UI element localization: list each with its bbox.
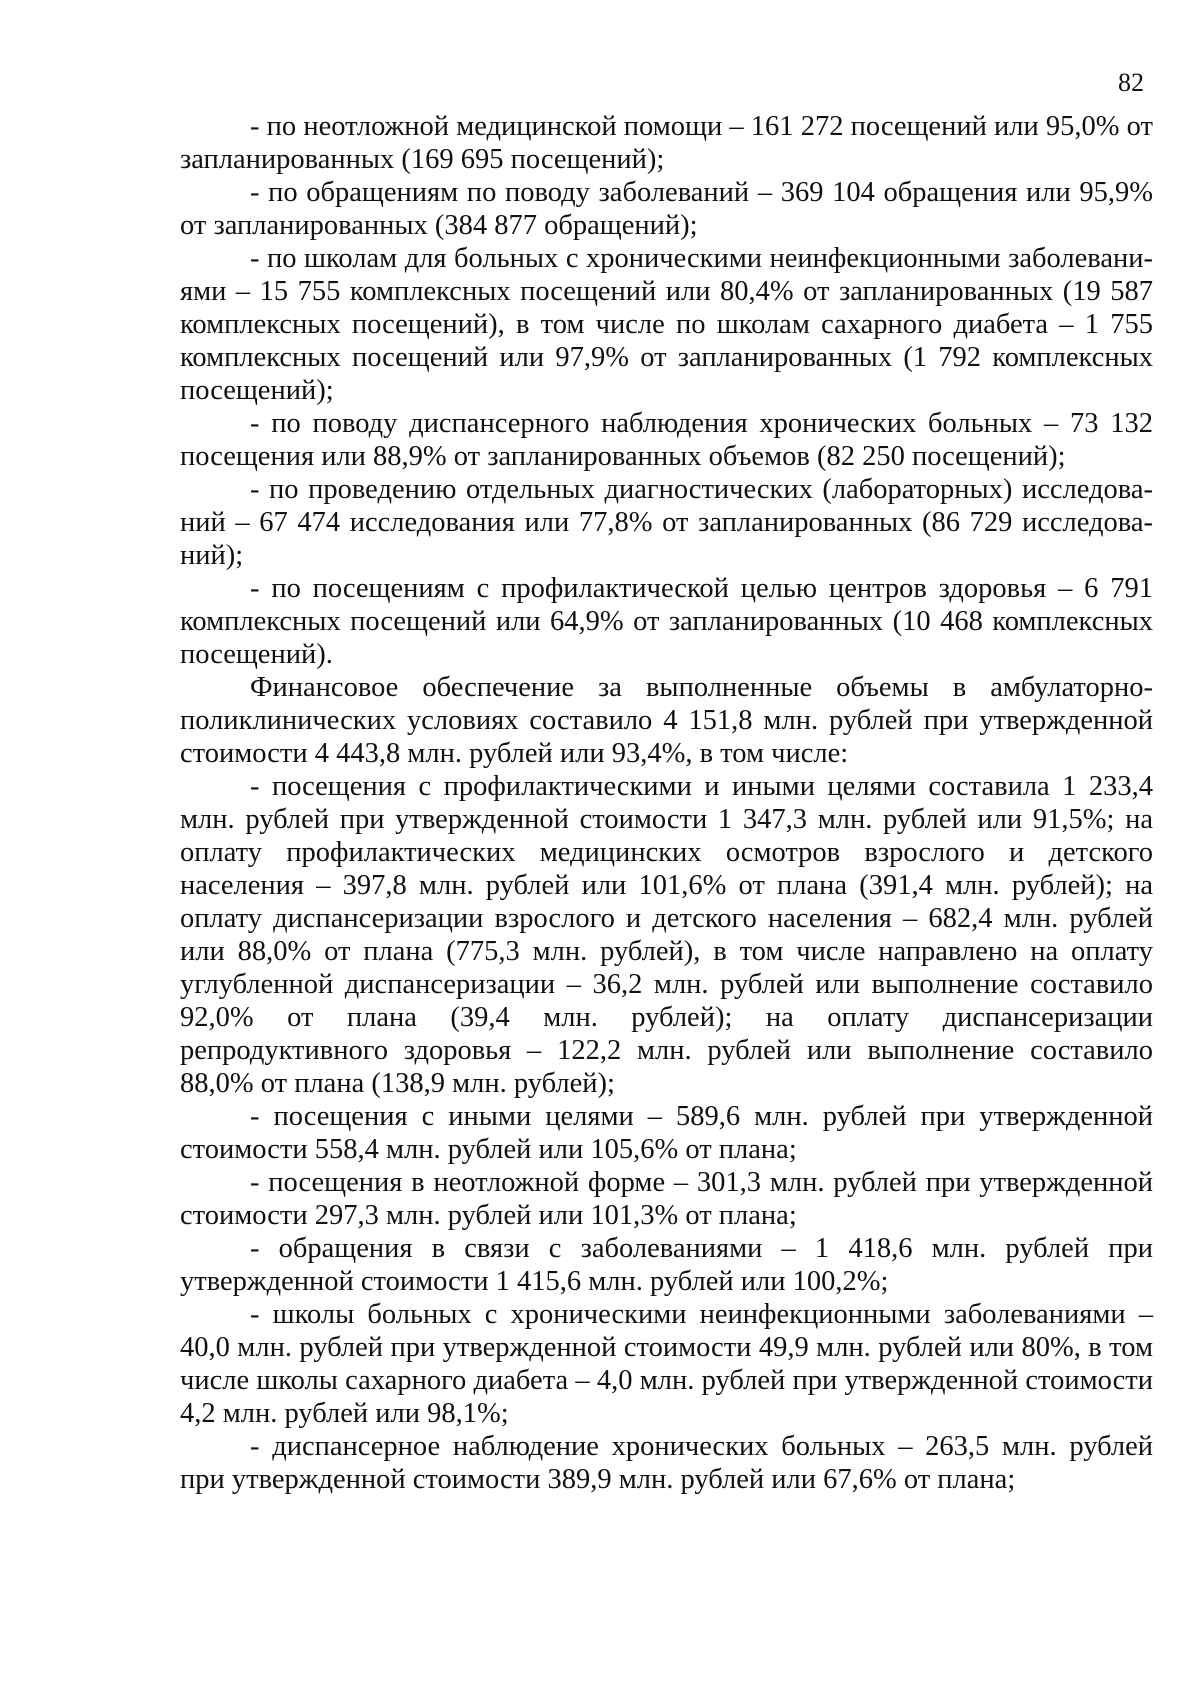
page-number: 82: [1118, 68, 1144, 97]
paragraph-disease-visits-cost: - обращения в связи с заболеваниями – 1 418,6 млн. рублей при утвержденной стоимости 1 415,6 млн. рублей или 100,2%;: [180, 1233, 1153, 1297]
paragraph-emergency-care: - по неотложной медицинской помощи – 161 272 посещений или 95,0% от запланированных (169 695 посещений);: [180, 111, 1153, 175]
paragraph-chronic-schools-cost: - школы больных с хроническими неинфекционными заболеваниями – 40,0 млн. рублей при утвержденной стоимости 49,9 млн. рублей или 80%, в том числе школы сахарного диабета – 4,0 млн. рублей при утвержденной стоимости 4,2 млн. рублей или 98,1%;: [180, 1299, 1153, 1429]
paragraph-health-centers: - по посещениям с профилактической целью центров здоровья – 6 791 комплексных посещений или 64,9% от запланированных (10 468 комплексных посещений).: [180, 573, 1153, 670]
paragraph-diagnostic-studies: - по проведению отдельных диагностических (лабораторных) исследований – 67 474 исследования или 77,8% от запланированных (86 729 исследований);: [180, 474, 1153, 571]
paragraph-financing-summary: Финансовое обеспечение за выполненные объемы в амбулаторно-поликлинических условиях составило 4 151,8 млн. рублей при утвержденной стоимости 4 443,8 млн. рублей или 93,4%, в том числе:: [180, 672, 1153, 769]
paragraph-other-visits-cost: - посещения с иными целями – 589,6 млн. рублей при утвержденной стоимости 558,4 млн. рублей или 105,6% от плана;: [180, 1101, 1153, 1165]
paragraph-preventive-visits-cost: - посещения с профилактическими и иными целями составила 1 233,4 млн. рублей при утвержденной стоимости 1 347,3 млн. рублей или 91,5%; на оплату профилактических медицинских осмотров взрослого и детского населения – 397,8 млн. рублей или 101,6% от плана (391,4 млн. рублей); на оплату диспансеризации взрослого и детского населения – 682,4 млн. рублей или 88,0% от плана (775,3 млн. рублей), в том числе направлено на оплату углубленной диспансеризации – 36,2 млн. рублей или выполнение составило 92,0% от плана (39,4 млн. рублей); на оплату диспансеризации репродуктивного здоровья – 122,2 млн. рублей или выполнение составило 88,0% от плана (138,9 млн. рублей);: [180, 771, 1153, 1099]
paragraph-disease-visits: - по обращениям по поводу заболеваний – 369 104 обращения или 95,9% от запланированных (384 877 обращений);: [180, 177, 1153, 241]
paragraph-chronic-schools: - по школам для больных с хроническими неинфекционными заболеваниями – 15 755 комплексных посещений или 80,4% от запланированных (19 587 комплексных посещений), в том числе по школам сахарного диабета – 1 755 комплексных посещений или 97,9% от запланированных (1 792 комплексных посещений);: [180, 243, 1153, 406]
paragraph-dispensary-observation-cost: - диспансерное наблюдение хронических больных – 263,5 млн. рублей при утвержденной стоимости 389,9 млн. рублей или 67,6% от плана;: [180, 1431, 1153, 1495]
paragraph-emergency-visits-cost: - посещения в неотложной форме – 301,3 млн. рублей при утвержденной стоимости 297,3 млн. рублей или 101,3% от плана;: [180, 1167, 1153, 1231]
document-body: [180, 110, 1153, 1496]
paragraph-dispensary-observation: - по поводу диспансерного наблюдения хронических больных – 73 132 посещения или 88,9% от запланированных объемов (82 250 посещений);: [180, 408, 1153, 472]
